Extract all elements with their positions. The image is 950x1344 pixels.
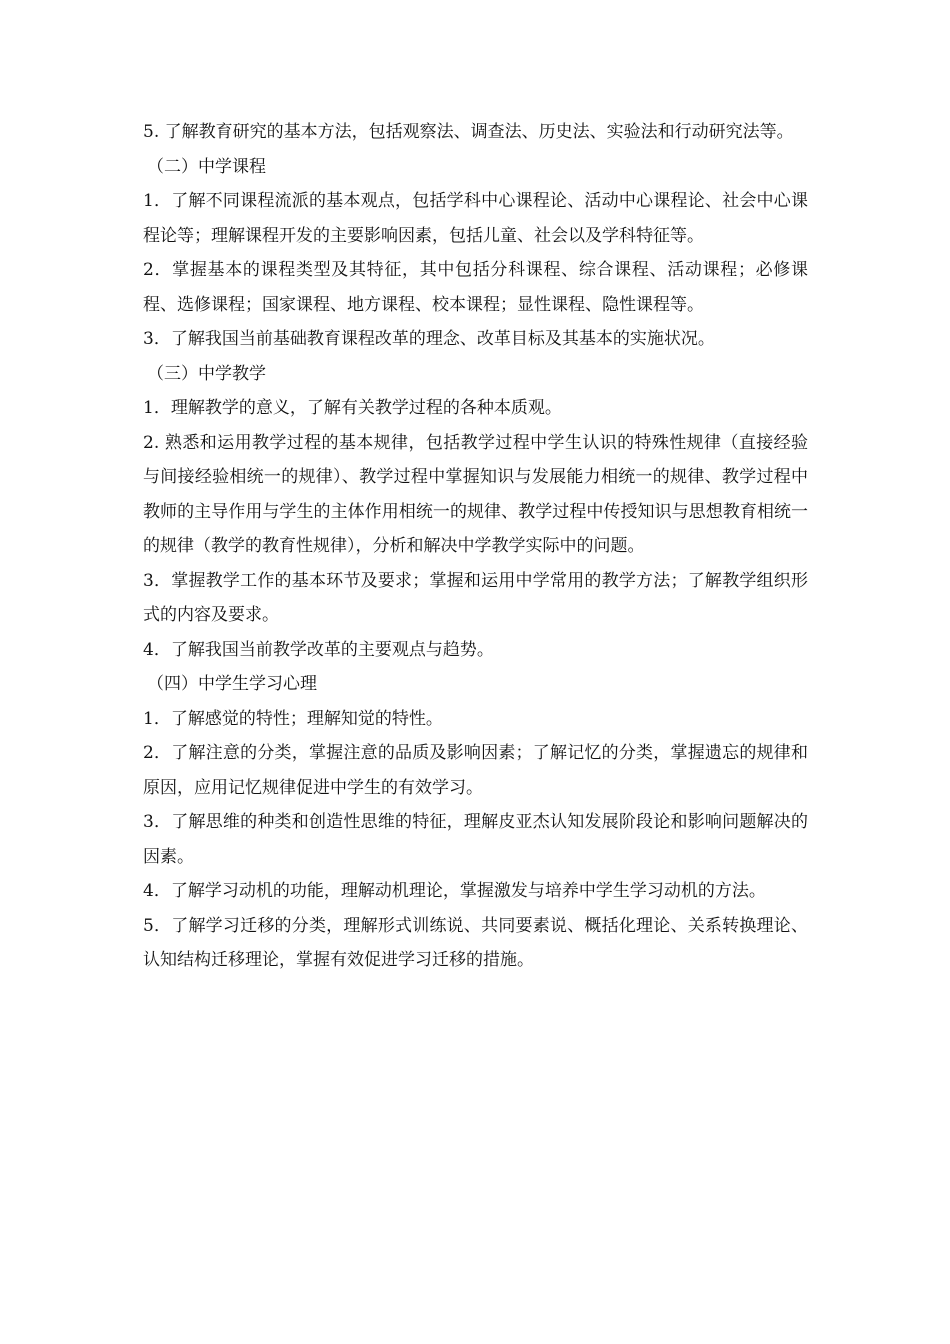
document-body [143, 115, 808, 978]
paragraph-item: 4．了解学习动机的功能，理解动机理论，掌握激发与培养中学生学习动机的方法。 [143, 881, 766, 901]
paragraph-item: 3．掌握教学工作的基本环节及要求；掌握和运用中学常用的教学方法；了解教学组织形式的内容及要求。 [143, 570, 808, 625]
paragraph-item: 5．了解学习迁移的分类，理解形式训练说、共同要素说、概括化理论、关系转换理论、认知结构迁移理论，掌握有效促进学习迁移的措施。 [143, 915, 808, 970]
paragraph-item: 2．了解注意的分类，掌握注意的品质及影响因素；了解记忆的分类，掌握遗忘的规律和原因，应用记忆规律促进中学生的有效学习。 [143, 743, 808, 798]
section-heading: （三）中学教学 [147, 363, 266, 384]
paragraph-item: 1．理解教学的意义，了解有关教学过程的各种本质观。 [143, 398, 562, 418]
paragraph-item: 4．了解我国当前教学改革的主要观点与趋势。 [143, 639, 494, 660]
section-heading: （二）中学课程 [147, 156, 266, 177]
paragraph-item: 5. 了解教育研究的基本方法，包括观察法、调查法、历史法、实验法和行动研究法等。 [143, 122, 794, 142]
paragraph-item: 1．了解不同课程流派的基本观点，包括学科中心课程论、活动中心课程论、社会中心课程论等；理解课程开发的主要影响因素，包括儿童、社会以及学科特征等。 [143, 191, 808, 246]
paragraph-item: 2．掌握基本的课程类型及其特征，其中包括分科课程、综合课程、活动课程；必修课程、选修课程；国家课程、地方课程、校本课程；显性课程、隐性课程等。 [143, 260, 808, 315]
paragraph-item: 1．了解感觉的特性；理解知觉的特性。 [143, 708, 443, 729]
paragraph-item: 3．了解我国当前基础教育课程改革的理念、改革目标及其基本的实施状况。 [143, 329, 715, 349]
section-heading: （四）中学生学习心理 [147, 674, 317, 694]
paragraph-item: 3．了解思维的种类和创造性思维的特征，理解皮亚杰认知发展阶段论和影响问题解决的因素。 [143, 812, 808, 867]
paragraph-item: 2. 熟悉和运用教学过程的基本规律，包括教学过程中学生认识的特殊性规律（直接经验与间接经验相统一的规律）、教学过程中掌握知识与发展能力相统一的规律、教学过程中教师的主导作用与学生的主体作用相统一的规律、教学过程中传授知识与思想教育相统一的规律（教学的教育性规律），分析和解决中学教学实际中的问题。 [143, 432, 808, 556]
